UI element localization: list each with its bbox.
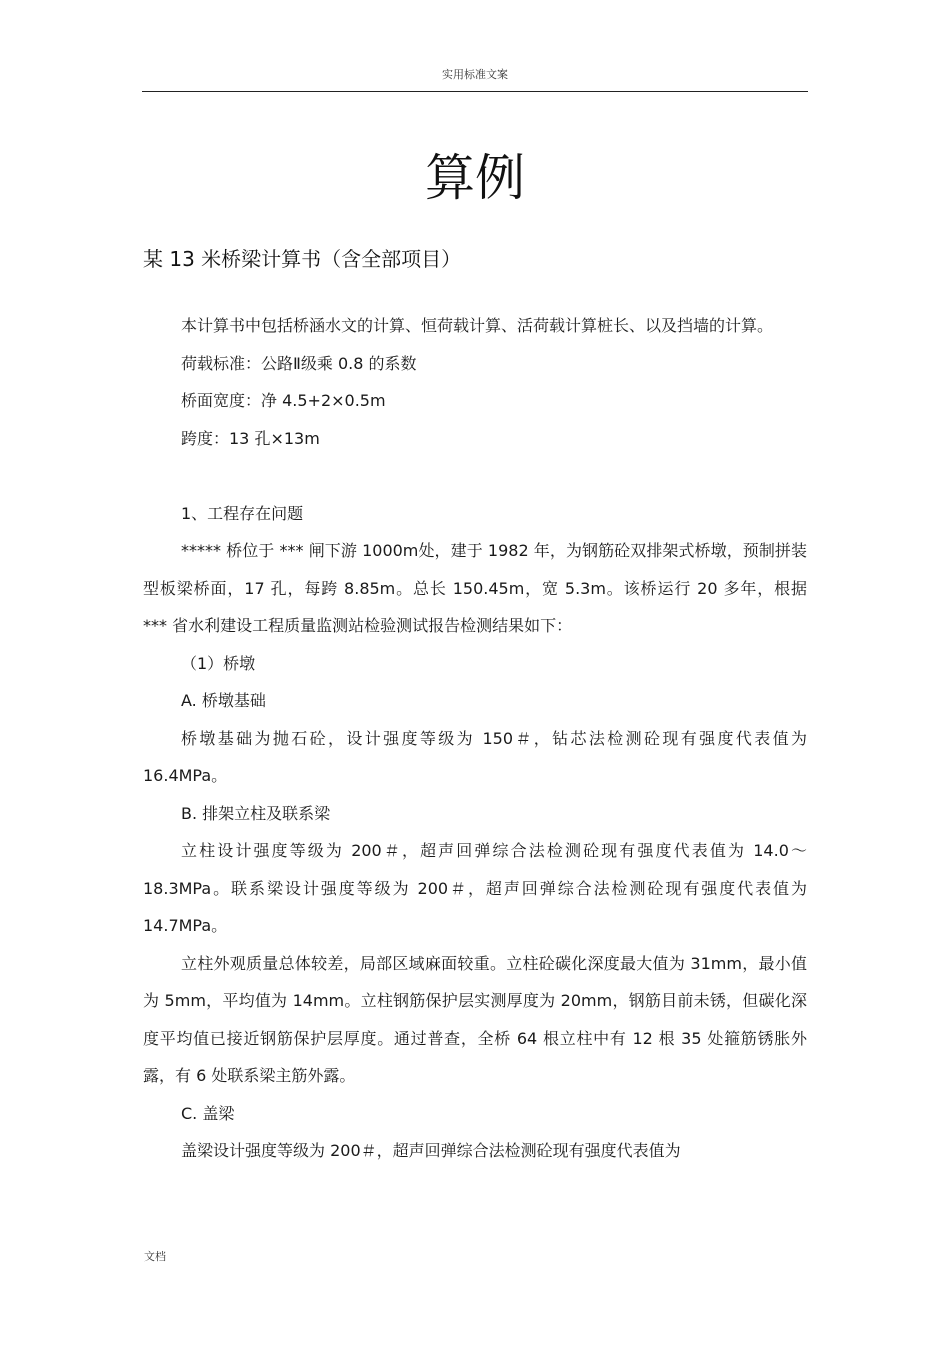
paragraph: （1）桥墩: [181, 653, 256, 673]
page-header: 实用标准文案: [442, 68, 508, 81]
paragraph: C. 盖梁: [181, 1103, 235, 1123]
paragraph: 跨度：13 孔×13m: [181, 428, 320, 448]
paragraph: 本计算书中包括桥涵水文的计算、恒荷载计算、活荷载计算桩长、以及挡墙的计算。: [181, 316, 774, 335]
document-subtitle: 某 13 米桥梁计算书（含全部项目）: [143, 247, 462, 271]
paragraph: ***** 桥位于 *** 闸下游 1000m处，建于 1982 年，为钢筋砼双排架式桥墩，预制拼装型板梁桥面，17 孔，每跨 8.85m。总长 150.45m，宽 5.3m。该桥运行 20 多年，根据 *** 省水利建设工程质量监测站检验测试报告检测结果如下：: [143, 541, 807, 635]
document-title: 算例: [425, 149, 525, 207]
page-footer: 文档: [144, 1250, 166, 1263]
paragraph: 荷载标准：公路Ⅱ级乘 0.8 的系数: [181, 353, 417, 373]
paragraph: B. 排架立柱及联系梁: [181, 803, 331, 823]
header-divider: [142, 91, 808, 92]
paragraph: 桥面宽度：净 4.5+2×0.5m: [181, 391, 386, 410]
paragraph: 立柱外观质量总体较差，局部区域麻面较重。立柱砼碳化深度最大值为 31mm，最小值为 5mm，平均值为 14mm。立柱钢筋保护层实测厚度为 20mm，钢筋目前未锈，但碳化深度平均值已接近钢筋保护层厚度。通过普查，全桥 64 根立柱中有 12 根 35 处箍筋锈胀外露，有 6 处联系梁主筋外露。: [143, 953, 807, 1085]
paragraph-spacer: [143, 457, 807, 495]
paragraph: 桥墩基础为抛石砼，设计强度等级为 150＃，钻芯法检测砼现有强度代表值为 16.4MPa。: [143, 728, 807, 785]
paragraph: 盖梁设计强度等级为 200＃，超声回弹综合法检测砼现有强度代表值为: [181, 1141, 681, 1160]
paragraph: 立柱设计强度等级为 200＃，超声回弹综合法检测砼现有强度代表值为 14.0～18.3MPa。联系梁设计强度等级为 200＃，超声回弹综合法检测砼现有强度代表值为 14.7MPa。: [143, 841, 807, 935]
document-body: [143, 307, 807, 1170]
paragraph: A. 桥墩基础: [181, 691, 266, 710]
paragraph: 1、工程存在问题: [181, 503, 304, 523]
